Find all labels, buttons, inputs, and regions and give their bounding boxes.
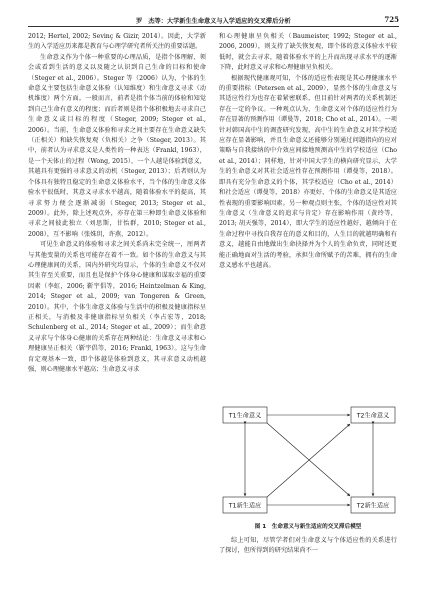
paragraph: 可见生命意义的体验和寻求之间关系尚未完全统一，厘两者与其他变量的关系也可能存在着不一致。如个体的生命意义与其心理健康间的关系，国内外研究均显示，个体的生命意义不仅对其生存至关重要，而且也是保护个体身心健康和谋取幸福的重要因素（李虹，2006; 靳宇倡等，2016; Heintzelman & King, 2014; Steger et al., 2009; van Tongeren & Green, 2010）。其中，个体生命意义体验与生活中的积极及健康指标呈正相关，与消极及非健康指标呈负相关（李占宏等，2018; Schulenberg et al., 2014; Steger et al., 2009）；而生命意义寻求与个体身心健康的关系存在两种结论：生命意义寻求和心理健康呈正相关（靳宇倡等，2016; Frankl, 1963）。这与生命育定观基本一致，即个体越是体验到意义，其寻求意义动机越强，则心理健康水平越高；生命意义寻求 [28,241,206,373]
paragraph: 2012; Hertel, 2002; Sevinç & Gizir, 2014）。因此，大学新生的入学适应历来都是教育与心理学研究者所关注的重要话题。 [28,33,206,51]
cross-lagged-model-figure [221,403,397,517]
arrow-meaning-to-adapt [267,423,350,496]
right-column [219,32,397,271]
t2-adapt-label: T2新生适应 [356,502,390,510]
page-number: 725 [384,15,399,24]
left-column [28,32,206,375]
t1-adapt-label: T1新生适应 [228,502,262,510]
paragraph: 和心理健康呈负相关（Baumeister, 1992; Steger et al., 2006, 2009），则支持了缺失恢复观，即个体的意义体验水平较低时，就会去寻求，随着体验水平的上升而出现寻求水平的逐渐下降，此时意义寻求和心理健康呈负相关。 [219,33,397,72]
t2-meaning-label: T2生命意义 [356,412,390,420]
paragraph: 生命意义作为个体一种重要的心理品质，是指个体理解、领会或看到生活的意义以及随之认识到自己生命的目标和使命（Steger et al., 2006）。Steger 等（2006）认为，个体的生命意义主要包括生命意义体验（认知维度）和生命意义寻求（动机维度）两个方面。一般而言，前者是指个体当前的体验和知觉到自己生命有意义的程度；而后者则是指个体积极地去寻求自己生命意义或目标的程度（Steger, 2009; Steger et al., 2006）。当前，生命意义体验和寻求之间主要存在生命意义缺失（正相关）和缺失恢复观（负相关）之争（Steger, 2013）。其中，前者认为寻求意义是人类性的一种表达（Frankl, 1963），是一个天体止的过程（Wong, 2015），一个人越是体验到意义，其越具有更强的寻求意义的动机（Steger, 2013）；后者则认为个体具有独特且稳定的生命意义体验水平，当个体的生命意义体验水平很低时，其意义寻求水平越高，随着体验水平的提高，其寻求努力便会逐渐减弱（Steger, 2013; Steger et al., 2009）。此外，除上述观点外，亦存在第三种即生命意义体验和寻求之间彼此独立（刘思斯，甘怡群，2010; Steger et al., 2008），互不影响（张姝玥，许燕，2012）。 [28,53,206,238]
header-title: 罗 杰等：大学新生生命意义与入学适应的交叉滞后分析 [136,18,291,25]
arrow-adapt-to-meaning [267,424,350,497]
t1-meaning-label: T1生命意义 [228,412,262,420]
after-figure-text [219,536,397,557]
figure-caption: 图 1 生命意义与新生适应的交叉滞后模型 [254,524,362,530]
paragraph: 根据现代健康观可知，个体的适应性表现是其心理健康水平的重要指标（Petersen et al., 2009），显然个体的生命意义与其适应性行为也存在着紧密联系，但目前针对两者的关系机制还存在一定的争议。一种观点认为，生命意义对个体的适应性行为存在显著的预测作用（谭曼等，2018; Cho et al., 2014）。一项针对韩国高中生的调查研究发现，高中生的生命意义对其学校适应存在显著影响，并且生命意义还能够分别通过问题指向的应对策略与自我接纳的中介效应间接地预测高中生的学校适应（Cho et al., 2014）；同样地，针对中国大学生的横向研究显示，大学生的生命意义对其社会适应性存在预测作用（谭曼等，2018）。即具有充分生命意义的个体，其学校适应（Cho et al., 2014）和社会适应（谭曼等，2018）亦更好，个体的生命意义是其适应性表现的重要影响因素。另一种观点则主张，个体的适应性对其生命意义（生命意义的追求与肯定）存在影响作用（黄玲等，2013; 胡天强等，2014），即大学生的适应性越好，越倾向于在生命过程中寻找自我存在的意义和目的，人生目的就越明确和有意义，越能自由地做出生命抉择并为个人的生命负责，同时还更能正确地面对生活的考验，承担生命所赋予的苦难，拥有的生命意义感水平也越高。 [219,74,397,269]
paragraph: 综上可知，尽管学者们对生命意义与个体适应性的关系进行了探讨，但所得到的研究结果尚不一 [219,537,397,555]
running-header [28,12,399,27]
